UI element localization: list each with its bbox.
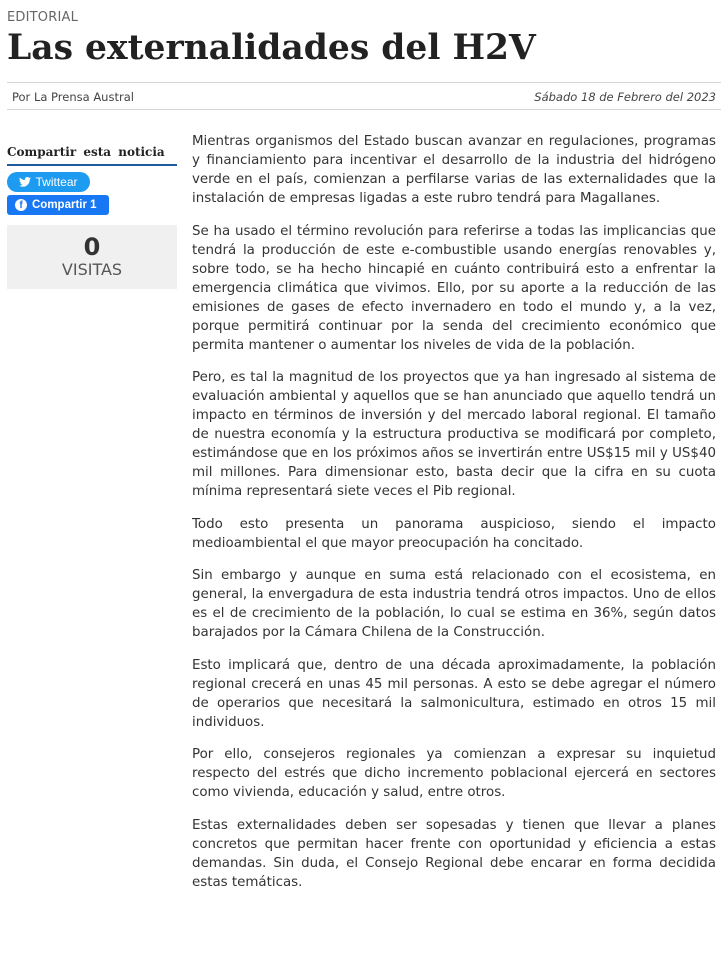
publish-date: Sábado 18 de Febrero del 2023 [534, 90, 716, 104]
author-byline: Por La Prensa Austral [12, 90, 134, 104]
share-sidebar [7, 145, 177, 279]
article-meta-bar [7, 82, 721, 110]
article-paragraph: Estas externalidades deben ser sopesadas y tienen que llevar a planes concretos que permitan hacer frente con oportunidad y eficiencia a estas demandas. Sin duda, el Consejo Regional debe encarar en forma decidida estas temáticas. [192, 817, 716, 890]
article-paragraph: Se ha usado el término revolución para referirse a todas las implicancias que tendrá la producción de este e-combustible usando energías renovables y, sobre todo, se ha hecho hincapié en cuánto contribuirá esto a enfrentar la emergencia climática que vivimos. Ello, por su aporte a la reducción de las emisiones de gases de efecto invernadero en todo el mundo y, a la vez, porque permitirá continuar por la senda del crecimiento económico que permita mantener o aumentar los niveles de vida de la población. [192, 223, 716, 353]
visits-counter [7, 225, 177, 289]
article-body [192, 132, 716, 905]
article-headline: Las externalidades del H2V [7, 28, 536, 68]
twitter-share-label: Twittear [35, 175, 78, 189]
visits-label: VISITAS [61, 260, 123, 279]
section-label: EDITORIAL [7, 10, 79, 25]
facebook-share-button[interactable] [7, 195, 109, 215]
article-paragraph: Esto implicará que, dentro de una década aproximadamente, la población regional crecerá en unas 45 mil personas. A esto se debe agregar el número de operarios que necesitará la salmonicultura, estimado en otros 15 mil individuos. [192, 657, 716, 730]
article-paragraph: Sin embargo y aunque en suma está relacionado con el ecosistema, en general, la envergadura de esta industria tendrá otros impactos. Uno de ellos es el de crecimiento de la población, lo cual se estima en 36%, según datos barajados por la Cámara Chilena de la Construcción. [192, 568, 716, 640]
share-title: Compartir esta noticia [7, 145, 177, 166]
visits-count: 0 [83, 233, 101, 261]
facebook-icon: f [15, 199, 27, 211]
twitter-bird-icon [19, 177, 31, 187]
article-paragraph: Por ello, consejeros regionales ya comienzan a expresar su inquietud respecto del estrés que dicho incremento poblacional ejercerá en sectores como vivienda, educación y salud, entre otros. [192, 747, 716, 800]
twitter-share-button[interactable] [7, 172, 90, 192]
facebook-share-label: Compartir 1 [32, 199, 97, 211]
article-paragraph: Todo esto presenta un panorama auspicioso, siendo el impacto medioambiental el que mayor preocupación ha concitado. [192, 516, 716, 551]
article-paragraph: Pero, es tal la magnitud de los proyectos que ya han ingresado al sistema de evaluación ambiental y aquellos que se han anunciado que aquello tendrá un impacto en términos de inversión y del mercado laboral regional. El tamaño de nuestra economía y la estructura productiva se modificará por completo, estimándose que en los próximos años se invertirán entre US$15 mil y US$40 mil millones. Para dimensionar esto, basta decir que la cifra en su cuota mínima representará siete veces el Pib regional. [192, 370, 716, 499]
article-paragraph: Mientras organismos del Estado buscan avanzar en regulaciones, programas y financiamiento para incentivar el desarrollo de la industria del hidrógeno verde en el país, comienzan a perfilarse varias de las externalidades que la instalación de empresas ligadas a este rubro tendrá para Magallanes. [192, 134, 716, 206]
